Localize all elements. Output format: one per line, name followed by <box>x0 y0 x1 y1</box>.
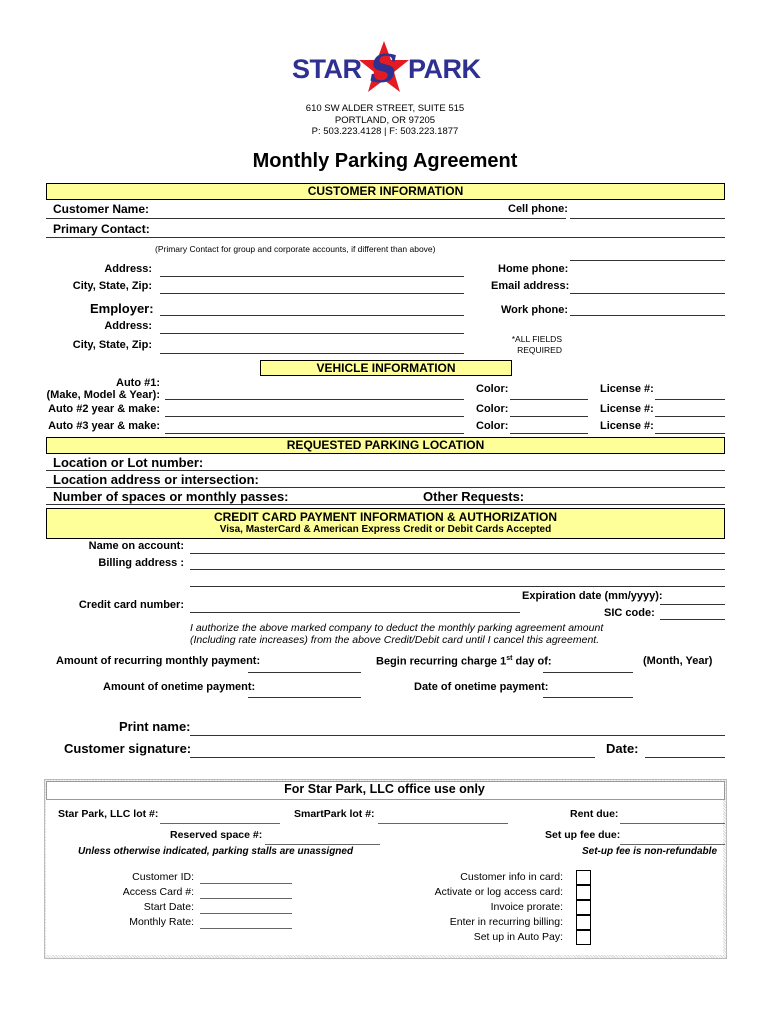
onetime-amount-field[interactable] <box>248 697 361 698</box>
work-phone-label: Work phone: <box>501 304 569 316</box>
customer-signature-label: Customer signature: <box>64 741 192 756</box>
access-card-field[interactable] <box>200 898 292 899</box>
auto2-license-field[interactable] <box>655 416 725 417</box>
rent-due-label: Rent due: <box>570 808 619 820</box>
office-use-title: For Star Park, LLC office use only <box>284 782 485 796</box>
logo-text-star: STAR <box>292 54 362 84</box>
work-phone-field[interactable] <box>570 315 725 316</box>
monthly-rate-field[interactable] <box>200 928 292 929</box>
address-line-1: 610 SW ALDER STREET, SUITE 515 <box>305 103 465 114</box>
primary-contact-note: (Primary Contact for group and corporate accounts, if different than above) <box>155 244 436 254</box>
begin-recurring-text: Begin recurring charge 1 <box>376 655 507 668</box>
sic-code-label: SIC code: <box>604 607 655 619</box>
billing-address-field-2[interactable] <box>190 586 725 587</box>
address-line-2: PORTLAND, OR 97205 <box>334 114 436 126</box>
auto1-label-line-1: Auto #1: <box>116 377 160 389</box>
customer-id-label: Customer ID: <box>132 871 194 883</box>
customer-name-field[interactable] <box>46 218 566 219</box>
auto1-field[interactable] <box>165 399 464 400</box>
section-vehicle-title: VEHICLE INFORMATION <box>316 361 456 375</box>
begin-recurring-label <box>376 655 552 668</box>
auto1-license-field[interactable] <box>655 399 725 400</box>
recurring-amount-field[interactable] <box>248 672 361 673</box>
print-name-label: Print name: <box>119 719 191 734</box>
date-field[interactable] <box>645 757 725 758</box>
onetime-date-label: Date of onetime payment: <box>414 681 549 693</box>
required-note-line-1: *ALL FIELDS <box>511 334 562 344</box>
begin-recurring-sup: st <box>506 655 513 662</box>
logo-text-park: PARK <box>408 54 481 84</box>
email-field[interactable] <box>570 293 725 294</box>
auto2-color-label: Color: <box>476 403 509 415</box>
billing-address-field[interactable] <box>190 569 725 570</box>
recurring-amount-label: Amount of recurring monthly payment: <box>56 655 261 667</box>
employer-label: Employer: <box>90 301 154 316</box>
authorization-line-1: I authorize the above marked company to deduct the monthly parking agreement amount <box>190 622 604 634</box>
company-address <box>0 103 770 138</box>
auto2-field[interactable] <box>165 416 464 417</box>
checklist-customer-info-checkbox[interactable] <box>576 870 591 885</box>
auto2-label: Auto #2 year & make: <box>48 403 160 415</box>
card-number-field[interactable] <box>190 612 520 613</box>
checklist-autopay-checkbox[interactable] <box>576 930 591 945</box>
home-phone-field[interactable] <box>570 260 725 261</box>
checklist-autopay-label: Set up in Auto Pay: <box>473 931 563 943</box>
starpark-lot-label: Star Park, LLC lot #: <box>58 808 159 820</box>
cell-phone-field[interactable] <box>570 218 725 219</box>
employer-address-label: Address: <box>104 320 152 332</box>
lot-number-label: Location or Lot number: <box>53 455 204 470</box>
section-location-title: REQUESTED PARKING LOCATION <box>286 438 485 452</box>
spaces-field[interactable] <box>46 504 725 505</box>
section-customer-information <box>46 183 725 200</box>
email-label: Email address: <box>491 280 570 292</box>
address-line-3: P: 503.223.4128 | F: 503.223.1877 <box>311 126 459 137</box>
employer-field[interactable] <box>160 315 464 316</box>
auto2-color-field[interactable] <box>510 416 588 417</box>
auto3-license-field[interactable] <box>655 433 725 434</box>
start-date-label: Start Date: <box>143 901 194 913</box>
primary-contact-label: Primary Contact: <box>53 222 150 236</box>
smartpark-lot-field[interactable] <box>378 823 508 824</box>
auto3-color-label: Color: <box>476 420 509 432</box>
nonrefundable-note: Set-up fee is non-refundable <box>582 846 718 857</box>
authorization-line-2: (Including rate increases) from the above Credit/Debit card until I cancel this agreement. <box>190 634 600 646</box>
address-label: Address: <box>104 263 152 275</box>
smartpark-lot-label: SmartPark lot #: <box>294 808 375 820</box>
name-on-account-field[interactable] <box>190 553 725 554</box>
section-credit-subtitle: Visa, MasterCard & American Express Credit or Debit Cards Accepted <box>219 524 552 535</box>
checklist-customer-info-label: Customer info in card: <box>460 871 563 883</box>
onetime-amount-label: Amount of onetime payment: <box>103 681 256 693</box>
reserved-space-field[interactable] <box>265 844 380 845</box>
begin-recurring-tail: day of: <box>512 655 552 668</box>
auto3-field[interactable] <box>165 433 464 434</box>
customer-id-field[interactable] <box>200 883 292 884</box>
auto1-label <box>40 377 160 401</box>
monthly-rate-label: Monthly Rate: <box>129 916 194 928</box>
customer-name-label: Customer Name: <box>53 202 150 216</box>
date-label: Date: <box>606 741 639 756</box>
checklist-invoice-label: Invoice prorate: <box>490 901 563 913</box>
auto2-license-label: License #: <box>600 403 654 415</box>
auto3-color-field[interactable] <box>510 433 588 434</box>
print-name-field[interactable] <box>190 735 725 736</box>
authorization-text <box>190 622 710 646</box>
unassigned-note: Unless otherwise indicated, parking stalls are unassigned <box>78 846 354 857</box>
checklist-recurring-checkbox[interactable] <box>576 915 591 930</box>
auto1-label-line-2: (Make, Model & Year): <box>46 389 160 401</box>
expiration-label: Expiration date (mm/yyyy): <box>522 590 663 602</box>
auto1-color-field[interactable] <box>510 399 588 400</box>
section-parking-location <box>46 437 725 454</box>
checklist-invoice-checkbox[interactable] <box>576 900 591 915</box>
employer-address-field[interactable] <box>160 333 464 334</box>
address-field[interactable] <box>160 276 464 277</box>
primary-contact-field[interactable] <box>46 237 725 238</box>
access-card-label: Access Card #: <box>122 886 194 898</box>
other-requests-label: Other Requests: <box>423 489 525 504</box>
section-credit-title: CREDIT CARD PAYMENT INFORMATION & AUTHORIZATION <box>213 510 558 524</box>
rent-due-field[interactable] <box>620 823 725 824</box>
setup-fee-field[interactable] <box>620 844 725 845</box>
auto3-license-label: License #: <box>600 420 654 432</box>
month-year-label: (Month, Year) <box>643 655 713 667</box>
location-address-label: Location address or intersection: <box>53 472 259 487</box>
logo-letter-s: S <box>370 46 398 91</box>
sic-code-field[interactable] <box>660 619 725 620</box>
auto1-color-label: Color: <box>476 383 509 395</box>
onetime-date-field[interactable] <box>543 697 633 698</box>
starpark-lot-field[interactable] <box>160 823 280 824</box>
location-address-field[interactable] <box>46 487 725 488</box>
checklist-access-card-label: Activate or log access card: <box>434 886 563 898</box>
customer-signature-field[interactable] <box>190 757 595 758</box>
checklist-access-card-checkbox[interactable] <box>576 885 591 900</box>
city-state-zip-label: City, State, Zip: <box>72 280 152 292</box>
section-credit-card <box>46 508 725 539</box>
section-customer-title: CUSTOMER INFORMATION <box>307 184 464 198</box>
required-note-line-2: REQUIRED <box>517 345 562 355</box>
begin-recurring-field[interactable] <box>543 672 633 673</box>
city-state-zip-field[interactable] <box>160 293 464 294</box>
reserved-space-label: Reserved space #: <box>170 829 263 841</box>
home-phone-label: Home phone: <box>498 263 569 275</box>
employer-city-field[interactable] <box>160 353 464 354</box>
billing-address-label: Billing address : <box>98 557 184 569</box>
start-date-field[interactable] <box>200 913 292 914</box>
cell-phone-label: Cell phone: <box>508 203 568 215</box>
page-title: Monthly Parking Agreement <box>252 150 518 172</box>
checklist-recurring-label: Enter in recurring billing: <box>449 916 563 928</box>
logo <box>290 40 485 95</box>
name-on-account-label: Name on account: <box>88 540 184 552</box>
spaces-label: Number of spaces or monthly passes: <box>53 489 289 504</box>
card-number-label: Credit card number: <box>78 599 184 611</box>
expiration-field[interactable] <box>660 604 725 605</box>
auto1-license-label: License #: <box>600 383 654 395</box>
employer-city-label: City, State, Zip: <box>72 339 152 351</box>
section-vehicle-information <box>260 360 512 376</box>
lot-number-field[interactable] <box>46 470 725 471</box>
required-note <box>470 334 562 356</box>
auto3-label: Auto #3 year & make: <box>48 420 160 432</box>
setup-fee-label: Set up fee due: <box>545 829 621 841</box>
